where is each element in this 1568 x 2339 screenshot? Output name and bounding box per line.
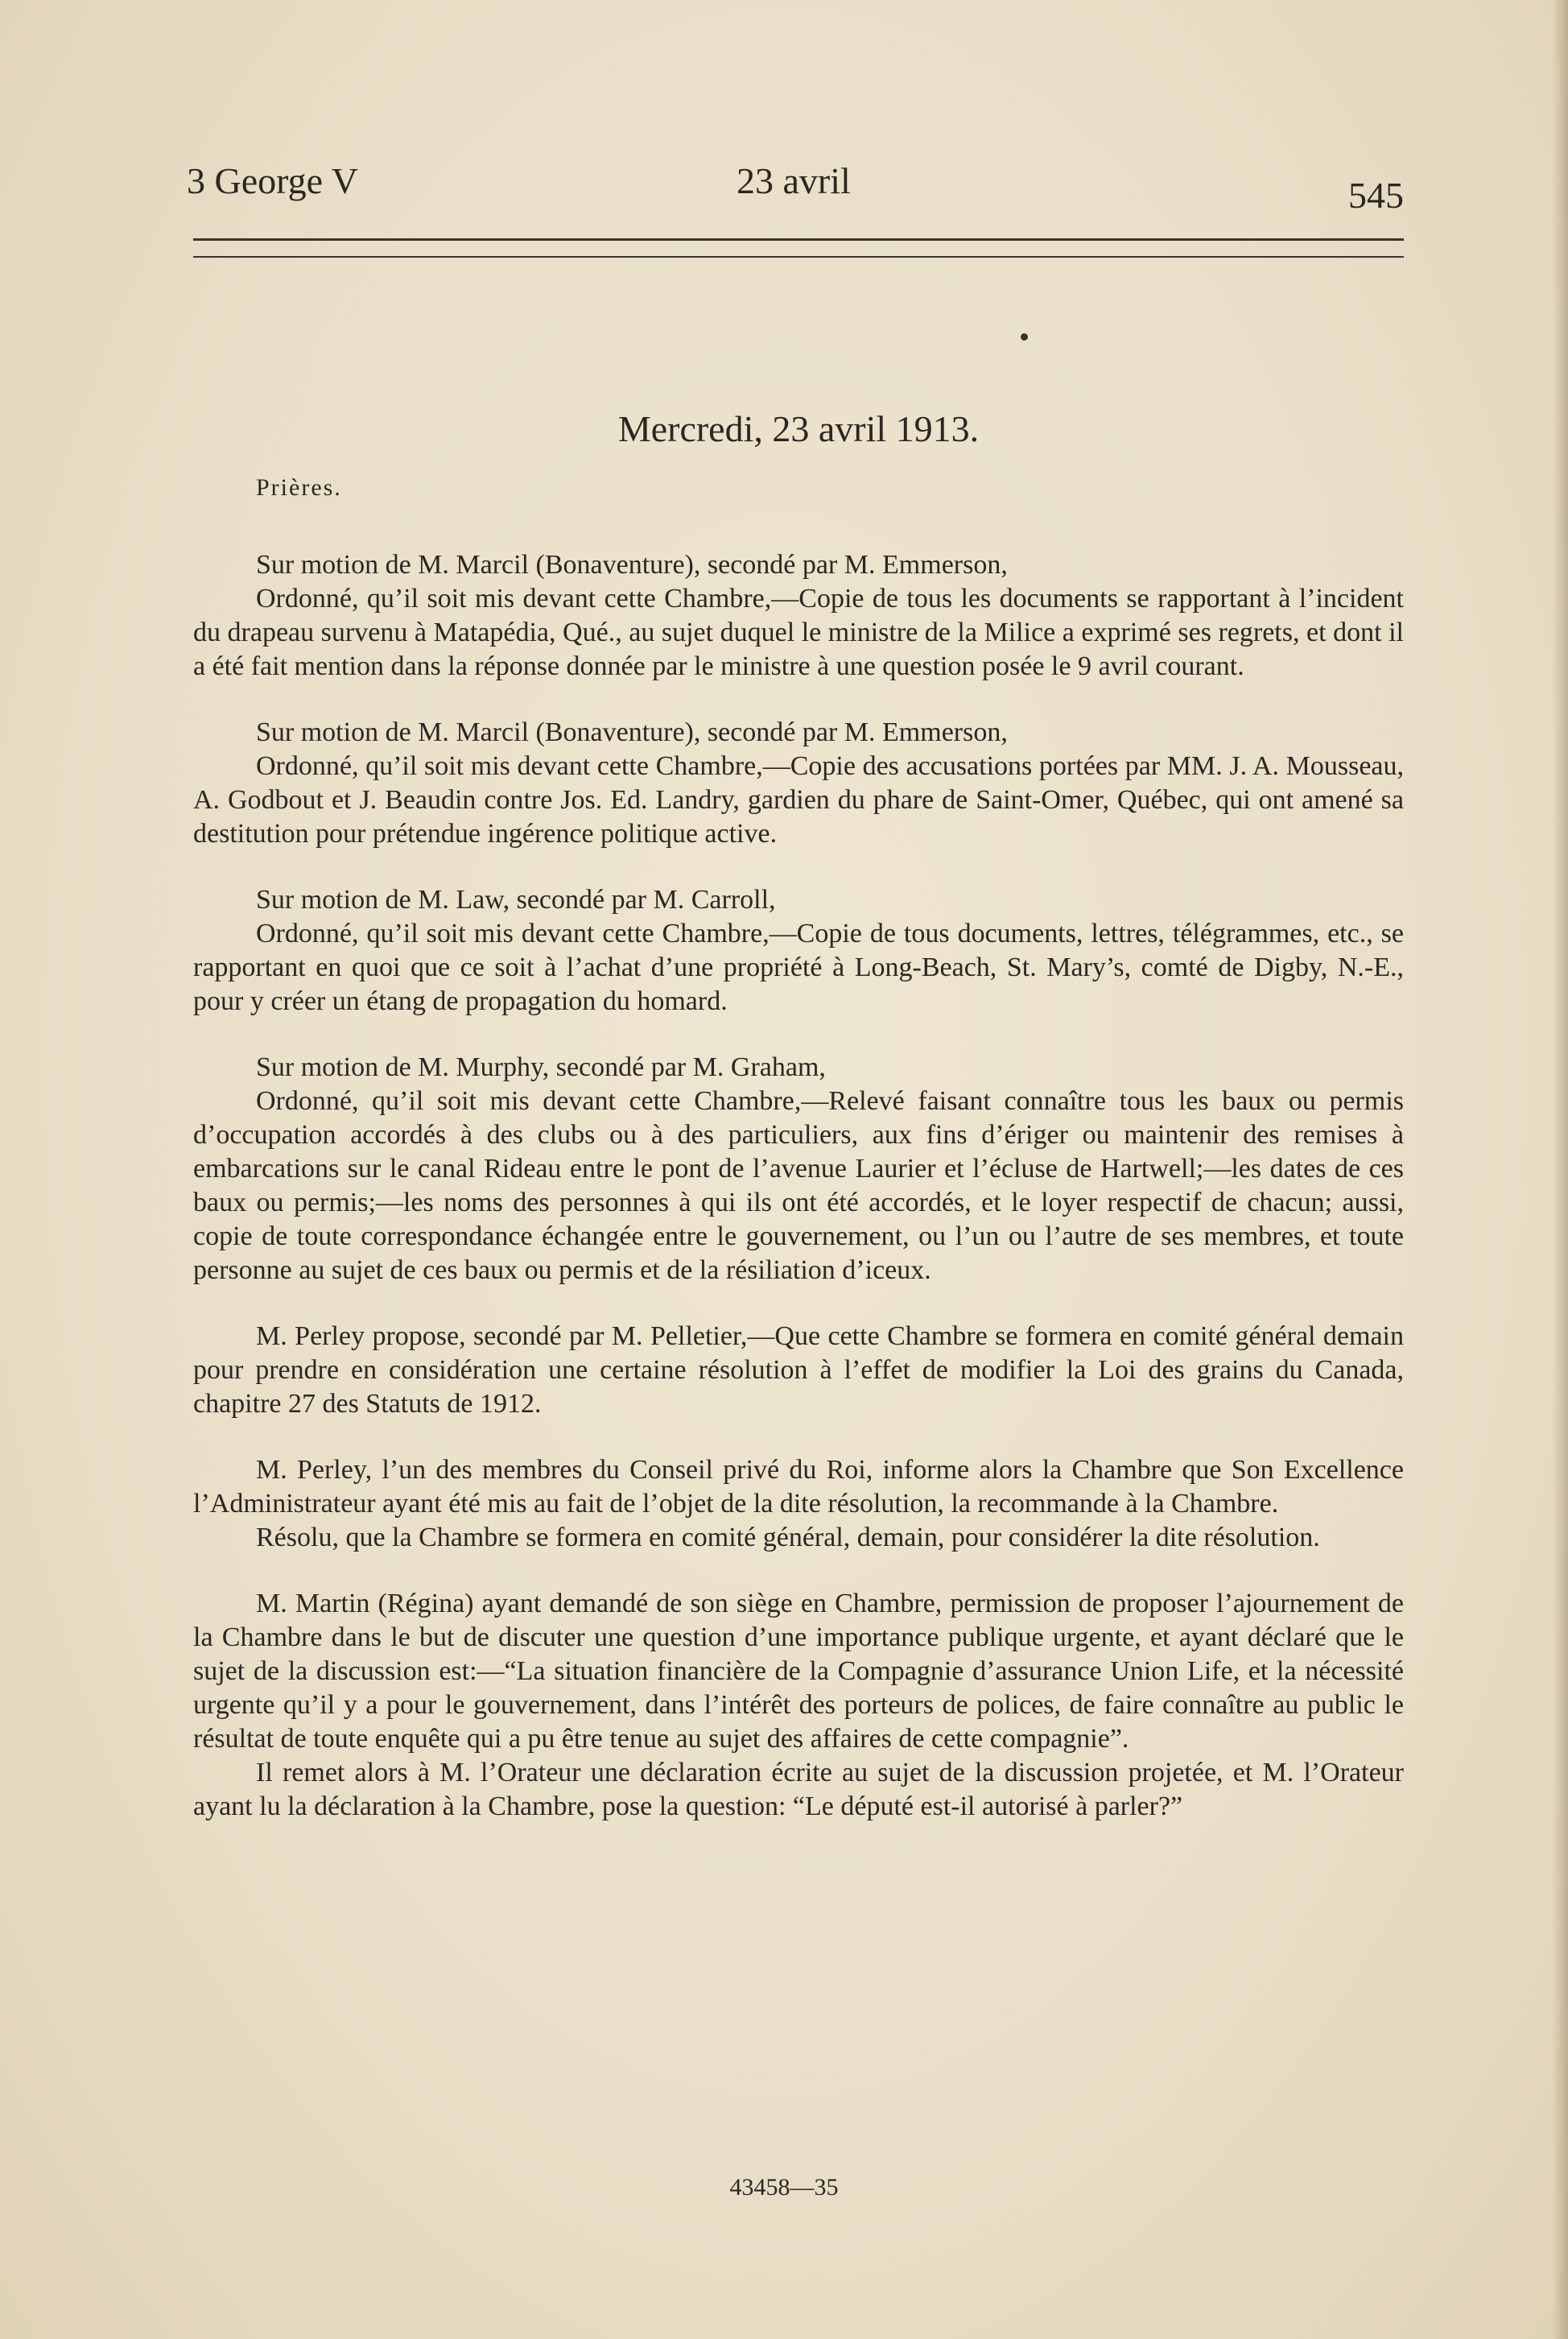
header-date: 23 avril — [737, 160, 851, 201]
order-text: Ordonné, qu’il soit mis devant cette Chambre,—Copie des accusations portées par MM. J. A. Mousseau, A. Godbout et J. Beaudin contre Jos. Ed. Landry, gardien du phare de Saint-Omer, Québec, qui ont amené sa destitution pour prétendue ingérence politique active. — [193, 751, 1404, 849]
motion-entry — [193, 1051, 1404, 1287]
prayers-heading: Prières. — [256, 474, 342, 501]
order-text: Ordonné, qu’il soit mis devant cette Chambre,—Copie de tous documents, lettres, télégrammes, etc., se rapportant en quoi que ce soit à l’achat d’une propriété à Long-Beach, St. Mary’s, comté de Digby, N.-E., pour y créer un étang de propagation du homard. — [193, 919, 1404, 1016]
motion-entry — [193, 548, 1404, 684]
motion-mover-line: Sur motion de M. Marcil (Bonaventure), secondé par M. Emmerson, — [256, 717, 1008, 747]
header-regnal-year: 3 George V — [187, 160, 358, 201]
page-edge-shadow — [1552, 0, 1568, 2339]
motion-mover-line: Sur motion de M. Law, secondé par M. Carroll, — [256, 885, 776, 915]
recommendation-text: M. Perley, l’un des membres du Conseil privé du Roi, informe alors la Chambre que Son Excellence l’Administrateur ayant été mis au fait de l’objet de la dite résolution, la recommande à la Chambre. — [193, 1455, 1404, 1519]
motion-mover-line: Sur motion de M. Marcil (Bonaventure), secondé par M. Emmerson, — [256, 550, 1008, 580]
order-text: Ordonné, qu’il soit mis devant cette Chambre,—Copie de tous les documents se rapportant à l’incident du drapeau survenu à Matapédia, Qué., au sujet duquel le ministre de la Milice a exprimé ses regrets, et dont il a été fait mention dans la réponse donnée par le ministre à une question posée le 9 avril courant. — [193, 584, 1404, 681]
print-signature: 43458—35 — [729, 2174, 839, 2201]
proposal-text: M. Perley propose, secondé par M. Pelletier,—Que cette Chambre se formera en comité général demain pour prendre en considération une certaine résolution à l’effet de modifier la Loi des grains du Canada, chapitre 27 des Statuts de 1912. — [193, 1321, 1404, 1419]
page-number: 545 — [1348, 175, 1404, 216]
page-header — [187, 153, 1404, 225]
proposal-entry — [193, 1320, 1404, 1421]
session-date-title: Mercredi, 23 avril 1913. — [617, 408, 980, 449]
speaker-question-text: Il remet alors à M. l’Orateur une déclaration écrite au sujet de la discussion projetée, et M. l’Orateur ayant lu la déclaration à la Chambre, pose la question: “Le député est-il autorisé à parler?” — [193, 1758, 1404, 1821]
ink-speck — [1021, 333, 1028, 341]
header-rule-top — [193, 238, 1404, 241]
motion-entry — [193, 716, 1404, 851]
header-rule-bottom — [193, 256, 1404, 258]
motion-mover-line: Sur motion de M. Murphy, secondé par M. Graham, — [256, 1052, 826, 1082]
adjournment-entry — [193, 1587, 1404, 1824]
order-text: Ordonné, qu’il soit mis devant cette Chambre,—Relevé faisant connaître tous les baux ou permis d’occupation accordés à des clubs ou à des particuliers, aux fins d’ériger ou maintenir des remises à embarcations sur le canal Rideau entre le pont de l’avenue Laurier et l’écluse de Hartwell;—les dates de ces baux ou permis;—les noms des personnes à qui ils ont été accordés, et le loyer respectif de chacun; aussi, copie de toute correspondance échangée entre le gouvernement, ou l’un ou l’autre de ses membres, et toute personne au sujet de ces baux ou permis et de la résiliation d’iceux. — [193, 1086, 1404, 1285]
journal-body — [193, 407, 1404, 1837]
recommendation-entry — [193, 1453, 1404, 1555]
adjournment-request-text: M. Martin (Régina) ayant demandé de son siège en Chambre, permission de proposer l’ajournement de la Chambre dans le but de discuter une question d’une importance publique urgente, et ayant déclaré que le sujet de la discussion est:—“La situation financière de la Compagnie d’assurance Union Life, et la nécessité urgente qu’il y a pour le gouvernement, dans l’intérêt des porteurs de polices, de faire connaître au public le résultat de toute enquête qui a pu être tenue au sujet des affaires de cette compagnie”. — [193, 1589, 1404, 1754]
motion-entry — [193, 883, 1404, 1019]
resolution-text: Résolu, que la Chambre se formera en comité général, demain, pour considérer la dite résolution. — [256, 1523, 1320, 1552]
